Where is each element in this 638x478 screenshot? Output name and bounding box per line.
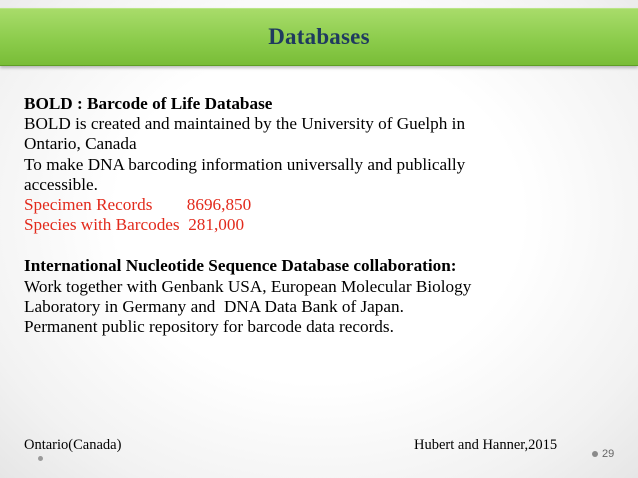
bold-line-3: To make DNA barcoding information universally and publically	[24, 154, 466, 174]
bold-line-4: accessible.	[24, 174, 98, 194]
insdc-line-1: Work together with Genbank USA, European Molecular Biology	[24, 276, 472, 296]
insdc-line-3: Permanent public repository for barcode data records.	[24, 317, 394, 337]
bold-line-2: Ontario, Canada	[24, 134, 137, 154]
slide-number-block	[592, 448, 614, 460]
specimen-records-stat: Specimen Records 8696,850	[24, 195, 252, 215]
section-spacer	[24, 235, 624, 256]
footer-location: Ontario(Canada)	[24, 437, 122, 453]
insdc-line-2: Laboratory in Germany and DNA Data Bank of Japan.	[24, 296, 404, 316]
slide-body	[24, 94, 624, 337]
bold-heading: BOLD : Barcode of Life Database	[24, 94, 273, 113]
slide-number-dot-icon	[592, 451, 598, 457]
slide-title: Databases	[268, 24, 370, 49]
species-barcodes-stat: Species with Barcodes 281,000	[24, 215, 245, 235]
slide-number: 29	[602, 448, 615, 460]
bold-line-1: BOLD is created and maintained by the University of Guelph in	[24, 114, 466, 134]
insdc-heading: International Nucleotide Sequence Database collaboration:	[24, 256, 457, 276]
title-bar	[0, 8, 638, 66]
footer-dot-icon	[38, 456, 43, 461]
footer-citation: Hubert and Hanner,2015	[414, 437, 558, 453]
